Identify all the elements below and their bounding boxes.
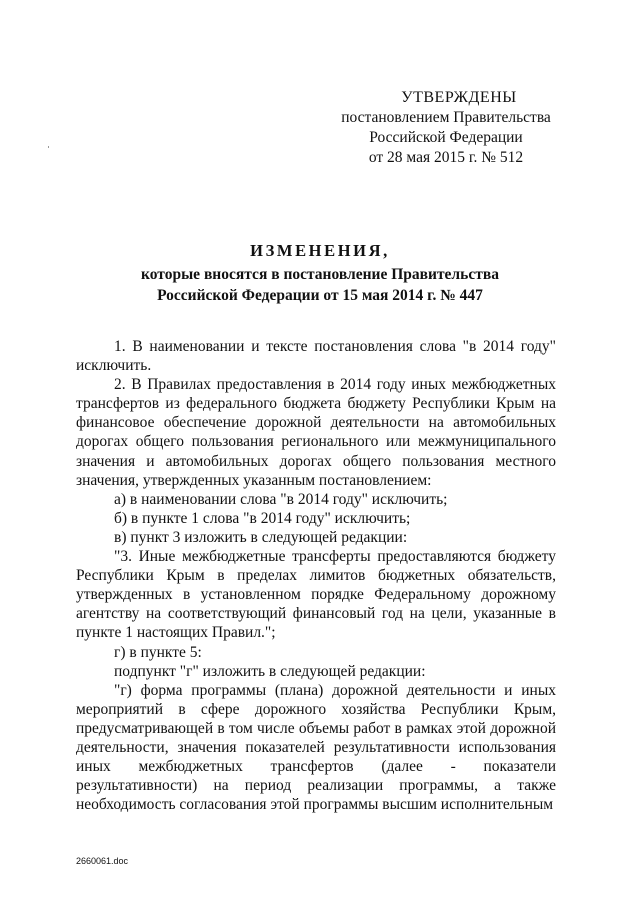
title-subtitle-2: Российской Федерации от 15 мая 2014 г. № 447	[157, 287, 483, 304]
paragraph-1: 1. В наименовании и тексте постановления слова "в 2014 году" исключить.	[76, 338, 556, 375]
footer-doc-code: 2660061.doc	[76, 856, 129, 866]
paragraph-2a: а) в наименовании слова "в 2014 году" исключить;	[114, 490, 448, 508]
approval-line-1: постановлением Правительства	[341, 109, 551, 126]
paragraph-quote-g: "г) форма программы (плана) дорожной деятельности и иных мероприятий в сфере дорожного хозяйства Республики Крым, предусматривающей в том числе объемы работ в рамках этой дорожной деятельности, значения показателей результативности использования иных межбюджетных трансфертов (далее - показатели результативности) на период реализации программы, а также необходимость согласования этой программы высшим исполнительным	[76, 681, 556, 814]
approval-line-3: от 28 мая 2015 г. № 512	[368, 149, 524, 166]
document-title	[60, 238, 580, 306]
paragraph-2b: б) в пункте 1 слова "в 2014 году" исключить;	[114, 509, 411, 527]
paragraph-quote-3: "3. Иные межбюджетные трансферты предоставляются бюджету Республики Крым в пределах лимитов бюджетных обязательств, утвержденных в установленном порядке Федеральному дорожному агентству на соответствующий финансовый год на цели, указанные в пункте 1 настоящих Правил.";	[76, 548, 556, 642]
paragraph-subitem-g: подпункт "г" изложить в следующей редакции:	[114, 662, 426, 680]
approval-line-2: Российской Федерации	[369, 129, 523, 146]
scan-speck	[48, 146, 49, 148]
paragraph-2: 2. В Правилах предоставления в 2014 году иных межбюджетных трансфертов из федерального бюджета бюджету Республики Крым на финансовое обеспечение дорожной деятельности на автомобильных дорогах общего пользования регионального или межмуниципального значения и автомобильных дорогах общего пользования местного значения, утвержденных указанным постановлением:	[76, 376, 556, 489]
document-body	[76, 337, 556, 814]
paragraph-2g: г) в пункте 5:	[114, 643, 202, 661]
title-subtitle-1: которые вносятся в постановление Правительства	[141, 266, 499, 283]
paragraph-2v: в) пункт 3 изложить в следующей редакции:	[114, 528, 408, 546]
approval-stamp	[336, 88, 556, 168]
approval-heading: УТВЕРЖДЕНЫ	[401, 89, 517, 106]
title-main: ИЗМЕНЕНИЯ,	[250, 241, 390, 260]
